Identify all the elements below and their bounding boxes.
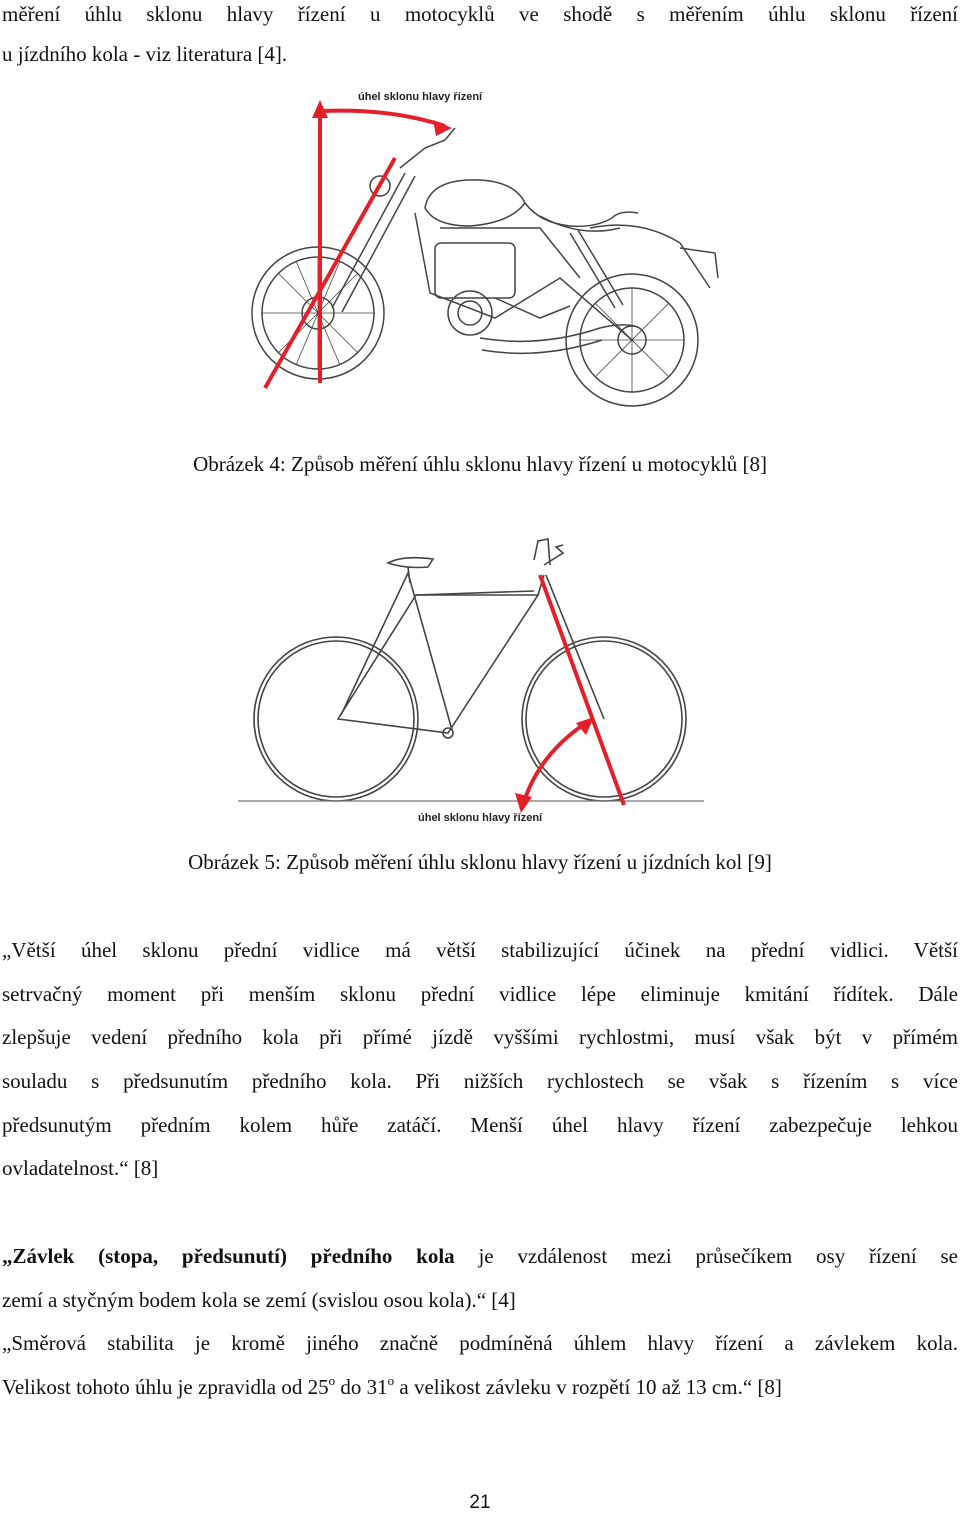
bicycle-rear-wheel: [254, 637, 418, 801]
bicycle-figure: [238, 535, 708, 830]
para1-line-5: předsunutým předním kolem hůře zatáčí. Menší úhel hlavy řízení zabezpečuje lehkou: [2, 1113, 958, 1137]
arrow-right-icon: [433, 120, 452, 136]
para1-line-6: ovladatelnost.“ [8]: [2, 1156, 159, 1180]
para2-bold-term: „Závlek (stopa, předsunutí) předního kola: [2, 1244, 455, 1268]
motorcycle-figure: [240, 78, 740, 408]
steering-axis-line: [265, 158, 395, 388]
arrow-up-right-icon: [576, 717, 594, 735]
para3-text-c: a velikost závleku v rozpětí 10 až 13 cm.“ [8]: [394, 1375, 782, 1399]
figure4-angle-label: úhel sklonu hlavy řízení: [358, 91, 483, 103]
arrow-down-icon: [515, 793, 532, 813]
degree-superscript-1: o: [328, 1373, 336, 1388]
angle-arc: [322, 111, 445, 126]
para1-line-1: „Větší úhel sklonu přední vidlice má větší stabilizující účinek na přední vidlici. Větší: [2, 938, 958, 962]
para1-line-4: souladu s předsunutím předního kola. Při nižších rychlostech se však s řízením s více: [2, 1069, 958, 1093]
para2-line-1-rest: je vzdálenost mezi průsečíkem osy řízení se: [454, 1244, 958, 1268]
para3-line-1: „Směrová stabilita je kromě jiného značně podmíněná úhlem hlavy řízení a závlekem kola.: [2, 1331, 958, 1355]
para2-line-2: zemí a styčným bodem kola se zemí (svislou osou kola).“ [4]: [2, 1288, 516, 1312]
para1-line-3: zlepšuje vedení předního kola při přímé jízdě vyššími rychlostmi, musí však být v přímém: [2, 1025, 958, 1049]
intro-line-1: měření úhlu sklonu hlavy řízení u motocyklů ve shodě s měřením úhlu sklonu řízení: [2, 2, 958, 26]
para3-text-b: do 31: [335, 1375, 388, 1399]
para3-line-2: [2, 1373, 958, 1401]
bicycle-steering-axis-line: [540, 575, 624, 805]
intro-line-2: u jízdního kola - viz literatura [4].: [2, 42, 288, 66]
para1-line-2: setrvačný moment při menším sklonu přední vidlice lépe eliminuje kmitání řídítek. Dále: [2, 982, 958, 1006]
page-number: 21: [469, 1492, 491, 1513]
figure5-angle-label: úhel sklonu hlavy řízení: [418, 812, 543, 824]
figure5-caption: Obrázek 5: Způsob měření úhlu sklonu hlavy řízení u jízdních kol [9]: [188, 850, 772, 874]
figure4-caption: Obrázek 4: Způsob měření úhlu sklonu hlavy řízení u motocyklů [8]: [193, 452, 767, 476]
degree-superscript-2: o: [387, 1373, 395, 1388]
para2-line-1: [2, 1242, 958, 1270]
para3-text-a: Velikost tohoto úhlu je zpravidla od 25: [2, 1375, 329, 1399]
